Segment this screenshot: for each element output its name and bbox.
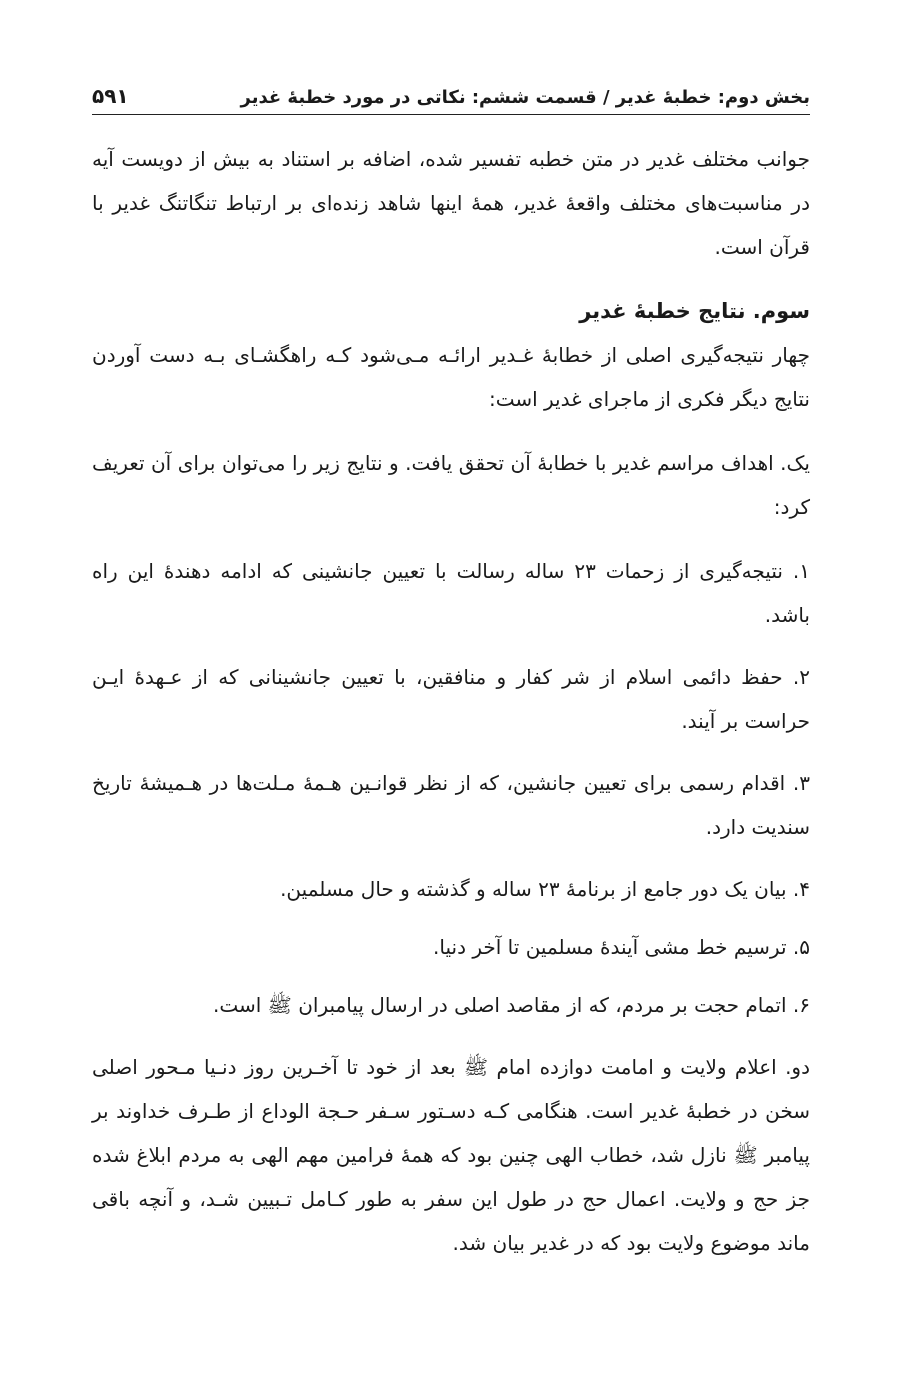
list-item: ۲. حفظ دائمی اسلام از شر کفار و منافقین، با تعیین جانشینانی که از عـهدهٔ ایـن حراست بر آیند. [92,665,810,733]
book-page [92,70,810,1285]
intro-paragraph: جوانب مختلف غدیر در متن خطبه تفسیر شده، اضافه بر استناد به بیش از دویست آیه در مناسبت‌های مختلف واقعهٔ غدیر، همهٔ اینها شاهد زنده‌ای بر ارتباط تنگاتنگ غدیر با قرآن است. [92,147,810,259]
list-item: ۱. نتیجه‌گیری از زحمات ۲۳ ساله رسالت با تعیین جانشینی که ادامه دهندهٔ این راه باشد. [92,559,810,627]
page-body [92,137,810,1265]
result-one-paragraph: یک. اهداف مراسم غدیر با خطابهٔ آن تحقق یافت. و نتایج زیر را می‌توان برای آن تعریف کرد: [92,451,810,519]
result-two-paragraph: دو. اعلام ولایت و امامت دوازده امام ﷺ بعد از خود تا آخـرین روز دنـیا مـحور اصلی سخن در خطبهٔ غدیر است. هنگامی کـه دسـتور سـفر حـجة الوداع از طـرف خداوند بر پیامبر ﷺ نازل شد، خطاب الهی چنین بود که همهٔ فرامین مهم الهی به مردم ابلاغ شده جز حج و ولایت. اعمال حج در طول این سفر به طور کـامل تـبیین شـد، و آنچه باقی ماند موضوع ولایت بود که در غدیر بیان شد. [92,1055,810,1255]
page-header [92,70,810,115]
page-number: ۵۹۱ [92,84,129,108]
section-heading: سوم. نتایج خطبهٔ غدیر [579,299,810,323]
list-item: ۵. ترسیم خط مشی آیندهٔ مسلمین تا آخر دنیا. [433,935,810,959]
running-head: بخش دوم: خطبهٔ غدیر / قسمت ششم: نکاتی در مورد خطبهٔ غدیر [240,87,810,108]
list-item: ۴. بیان یک دور جامع از برنامهٔ ۲۳ ساله و گذشته و حال مسلمین. [280,877,810,901]
list-item: ۳. اقدام رسمی برای تعیین جانشین، که از نظر قوانـین هـمهٔ مـلت‌ها در هـمیشهٔ تاریخ سندیت دارد. [92,771,810,839]
section-intro-paragraph: چهار نتیجه‌گیری اصلی از خطابهٔ غـدیر ارائـه مـی‌شود کـه راهگشـای بـه دست آوردن نتایج دیگر فکری از ماجرای غدیر است: [92,343,810,411]
list-item: ۶. اتمام حجت بر مردم، که از مقاصد اصلی در ارسال پیامبران ﷺ است. [213,993,810,1017]
